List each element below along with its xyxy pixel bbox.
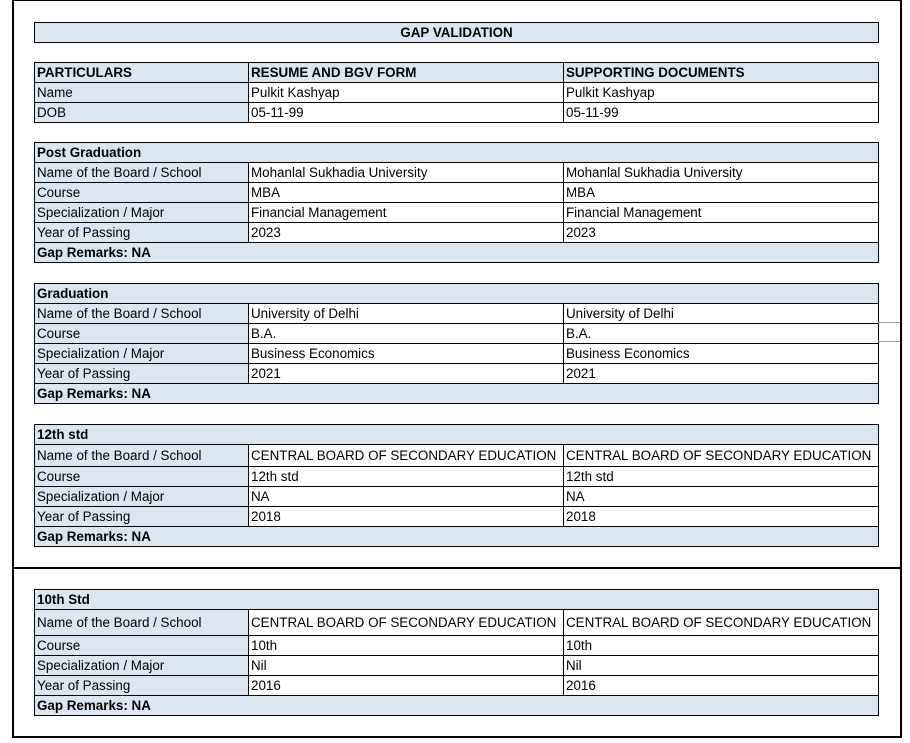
document-value: 12th std: [564, 467, 879, 487]
document-value: 2016: [564, 676, 879, 696]
row-label: Course: [35, 324, 249, 344]
stray-cell-border: [878, 322, 900, 342]
document-value: University of Delhi: [564, 304, 879, 324]
document-value: 2023: [564, 223, 879, 243]
row-label: Specialization / Major: [35, 203, 249, 223]
resume-value: 2023: [249, 223, 564, 243]
document-value: Business Economics: [564, 344, 879, 364]
row-label: Year of Passing: [35, 223, 249, 243]
row-label: Specialization / Major: [35, 656, 249, 676]
resume-value: Mohanlal Sukhadia University: [249, 163, 564, 183]
row-label: Name of the Board / School: [35, 610, 249, 636]
table-row: [35, 467, 879, 487]
resume-value: MBA: [249, 183, 564, 203]
resume-value: Business Economics: [249, 344, 564, 364]
table-row: [35, 304, 879, 324]
table-row: [35, 183, 879, 203]
resume-value: 2021: [249, 364, 564, 384]
gap-remarks: Gap Remarks: NA: [35, 384, 879, 404]
column-header-row: [35, 63, 879, 83]
section-10th-std: [34, 589, 879, 716]
section-graduation: [34, 283, 879, 404]
table-row: [35, 364, 879, 384]
section-post-graduation: [34, 142, 879, 263]
resume-value: CENTRAL BOARD OF SECONDARY EDUCATION: [249, 445, 564, 467]
resume-value: Nil: [249, 656, 564, 676]
row-label: DOB: [35, 103, 249, 123]
row-label: Name: [35, 83, 249, 103]
table-row: [35, 445, 879, 467]
row-label: Year of Passing: [35, 507, 249, 527]
document-value: 2018: [564, 507, 879, 527]
row-label: Course: [35, 636, 249, 656]
row-label: Course: [35, 183, 249, 203]
row-label: Specialization / Major: [35, 344, 249, 364]
table-row: [35, 324, 879, 344]
header-documents: SUPPORTING DOCUMENTS: [564, 63, 879, 83]
table-row: [35, 83, 879, 103]
table-row: [35, 103, 879, 123]
table-row: [35, 507, 879, 527]
gap-remarks: Gap Remarks: NA: [35, 243, 879, 263]
document-value: Mohanlal Sukhadia University: [564, 163, 879, 183]
table-row: [35, 203, 879, 223]
document-value: 10th: [564, 636, 879, 656]
resume-value: 10th: [249, 636, 564, 656]
document-value: CENTRAL BOARD OF SECONDARY EDUCATION: [564, 610, 879, 636]
title-table: [34, 22, 879, 43]
resume-value: Pulkit Kashyap: [249, 83, 564, 103]
table-row: [35, 656, 879, 676]
table-row: [35, 636, 879, 656]
document-value: 2021: [564, 364, 879, 384]
section-12th-std: [34, 424, 879, 547]
table-row: [35, 344, 879, 364]
particulars-table: [34, 62, 879, 123]
document-value: Nil: [564, 656, 879, 676]
row-label: Name of the Board / School: [35, 445, 249, 467]
table-row: [35, 487, 879, 507]
section-heading: Post Graduation: [35, 143, 879, 163]
table-row: [35, 676, 879, 696]
document-value: CENTRAL BOARD OF SECONDARY EDUCATION: [564, 445, 879, 467]
document-value: Financial Management: [564, 203, 879, 223]
document-value: 05-11-99: [564, 103, 879, 123]
header-particulars: PARTICULARS: [35, 63, 249, 83]
gap-remarks: Gap Remarks: NA: [35, 527, 879, 547]
document-value: NA: [564, 487, 879, 507]
section-heading: Graduation: [35, 284, 879, 304]
row-label: Name of the Board / School: [35, 304, 249, 324]
header-resume: RESUME AND BGV FORM: [249, 63, 564, 83]
resume-value: University of Delhi: [249, 304, 564, 324]
document-value: B.A.: [564, 324, 879, 344]
table-row: [35, 163, 879, 183]
document-value: Pulkit Kashyap: [564, 83, 879, 103]
resume-value: CENTRAL BOARD OF SECONDARY EDUCATION: [249, 610, 564, 636]
row-label: Year of Passing: [35, 364, 249, 384]
row-label: Name of the Board / School: [35, 163, 249, 183]
row-label: Year of Passing: [35, 676, 249, 696]
section-heading: 10th Std: [35, 590, 879, 610]
resume-value: 12th std: [249, 467, 564, 487]
gap-remarks: Gap Remarks: NA: [35, 696, 879, 716]
resume-value: 05-11-99: [249, 103, 564, 123]
resume-value: 2018: [249, 507, 564, 527]
table-row: [35, 223, 879, 243]
section-heading: 12th std: [35, 425, 879, 445]
document-value: MBA: [564, 183, 879, 203]
row-label: Specialization / Major: [35, 487, 249, 507]
resume-value: NA: [249, 487, 564, 507]
resume-value: 2016: [249, 676, 564, 696]
page-title: GAP VALIDATION: [35, 23, 879, 43]
row-label: Course: [35, 467, 249, 487]
resume-value: B.A.: [249, 324, 564, 344]
table-row: [35, 610, 879, 636]
resume-value: Financial Management: [249, 203, 564, 223]
